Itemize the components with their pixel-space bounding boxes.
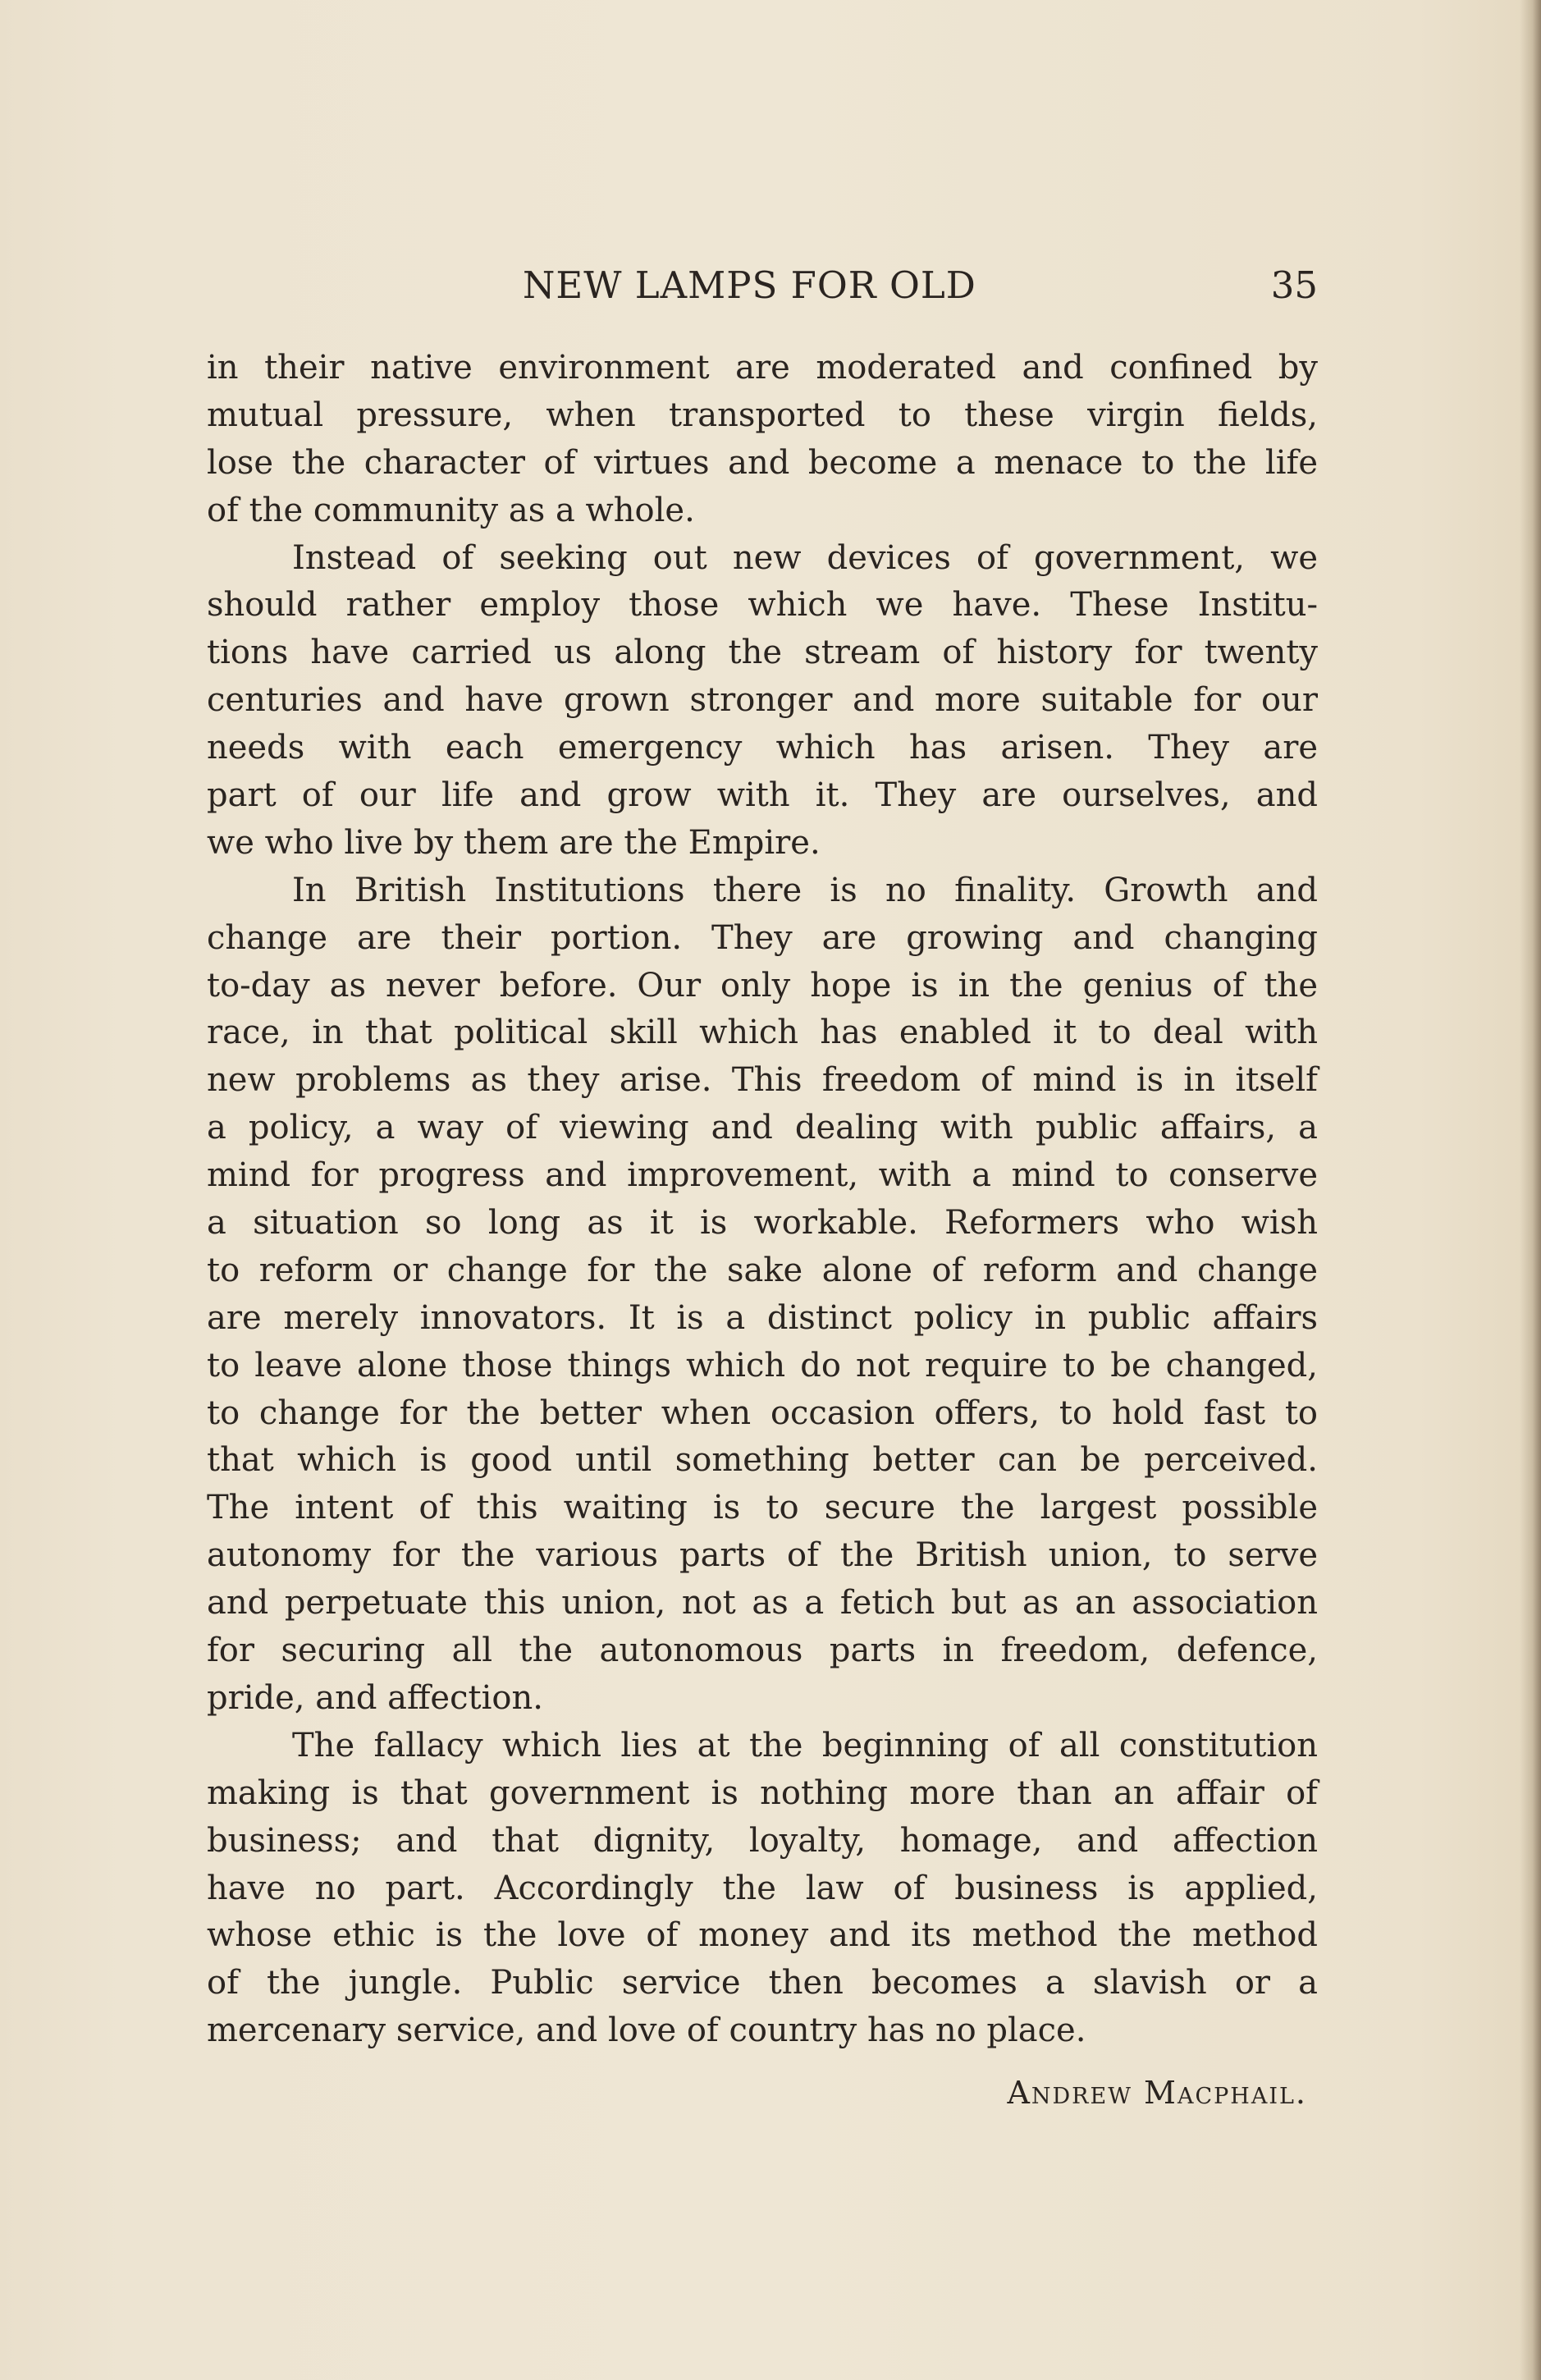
text-line: tions have carried us along the stream of history for twenty [207, 634, 1318, 672]
text-line: race, in that political skill which has enabled it to deal with [207, 1014, 1318, 1052]
page-header [207, 261, 1318, 310]
text-line: mutual pressure, when transported to these virgin fields, [207, 396, 1318, 434]
text-line: new problems as they arise. This freedom of mind is in itself [207, 1061, 1318, 1100]
page-number: 35 [1270, 263, 1318, 307]
text-line: that which is good until something better can be perceived. [207, 1441, 1318, 1480]
running-title: NEW LAMPS FOR OLD [523, 263, 976, 307]
text-line: in their native environment are moderated and confined by [207, 349, 1318, 387]
text-line: have no part. Accordingly the law of business is applied, [207, 1869, 1318, 1907]
text-line: Instead of seeking out new devices of government, we [292, 538, 1318, 577]
text-line: to change for the better when occasion offers, to hold fast to [207, 1394, 1318, 1432]
text-line: centuries and have grown stronger and more suitable for our [207, 681, 1318, 720]
text-line: of the community as a whole. [207, 491, 695, 529]
page-edge-shadow [1520, 0, 1541, 2380]
text-line: whose ethic is the love of money and its method the method [207, 1916, 1318, 1955]
text-line: are merely innovators. It is a distinct policy in public affairs [207, 1298, 1318, 1337]
text-line: making is that government is nothing more than an affair of [207, 1774, 1318, 1812]
text-line: mercenary service, and love of country has no place. [207, 2012, 1086, 2050]
text-line: part of our life and grow with it. They are ourselves, and [207, 776, 1318, 815]
text-line: should rather employ those which we have. These Institu- [207, 586, 1318, 625]
text-line: we who live by them are the Empire. [207, 823, 821, 862]
text-line: for securing all the autonomous parts in freedom, defence, [207, 1632, 1318, 1670]
text-line: autonomy for the various parts of the British union, to serve [207, 1536, 1318, 1575]
text-line: mind for progress and improvement, with a mind to conserve [207, 1156, 1318, 1195]
text-line: business; and that dignity, loyalty, homage, and affection [207, 1821, 1318, 1860]
text-line: needs with each emergency which has arisen. They are [207, 729, 1318, 767]
text-line: to reform or change for the sake alone of reform and change [207, 1251, 1318, 1289]
text-line: to-day as never before. Our only hope is in the genius of the [207, 966, 1318, 1005]
text-line: to leave alone those things which do not require to be changed, [207, 1346, 1318, 1385]
text-line: change are their portion. They are growing and changing [207, 918, 1318, 957]
text-line: a situation so long as it is workable. Reformers who wish [207, 1204, 1318, 1243]
body-text [207, 345, 1318, 2055]
text-line: The fallacy which lies at the beginning of all constitution [292, 1726, 1318, 1764]
author-signature: Andrew Macphail. [1007, 2075, 1307, 2111]
text-line: lose the character of virtues and become a menace to the life [207, 443, 1318, 482]
text-line: and perpetuate this union, not as a fetich but as an association [207, 1584, 1318, 1623]
text-line: The intent of this waiting is to secure the largest possible [207, 1489, 1318, 1527]
text-line: In British Institutions there is no finality. Growth and [292, 871, 1318, 909]
text-line: a policy, a way of viewing and dealing with public affairs, a [207, 1109, 1318, 1147]
text-line: pride, and affection. [207, 1678, 543, 1717]
text-line: of the jungle. Public service then becomes a slavish or a [207, 1964, 1318, 2002]
